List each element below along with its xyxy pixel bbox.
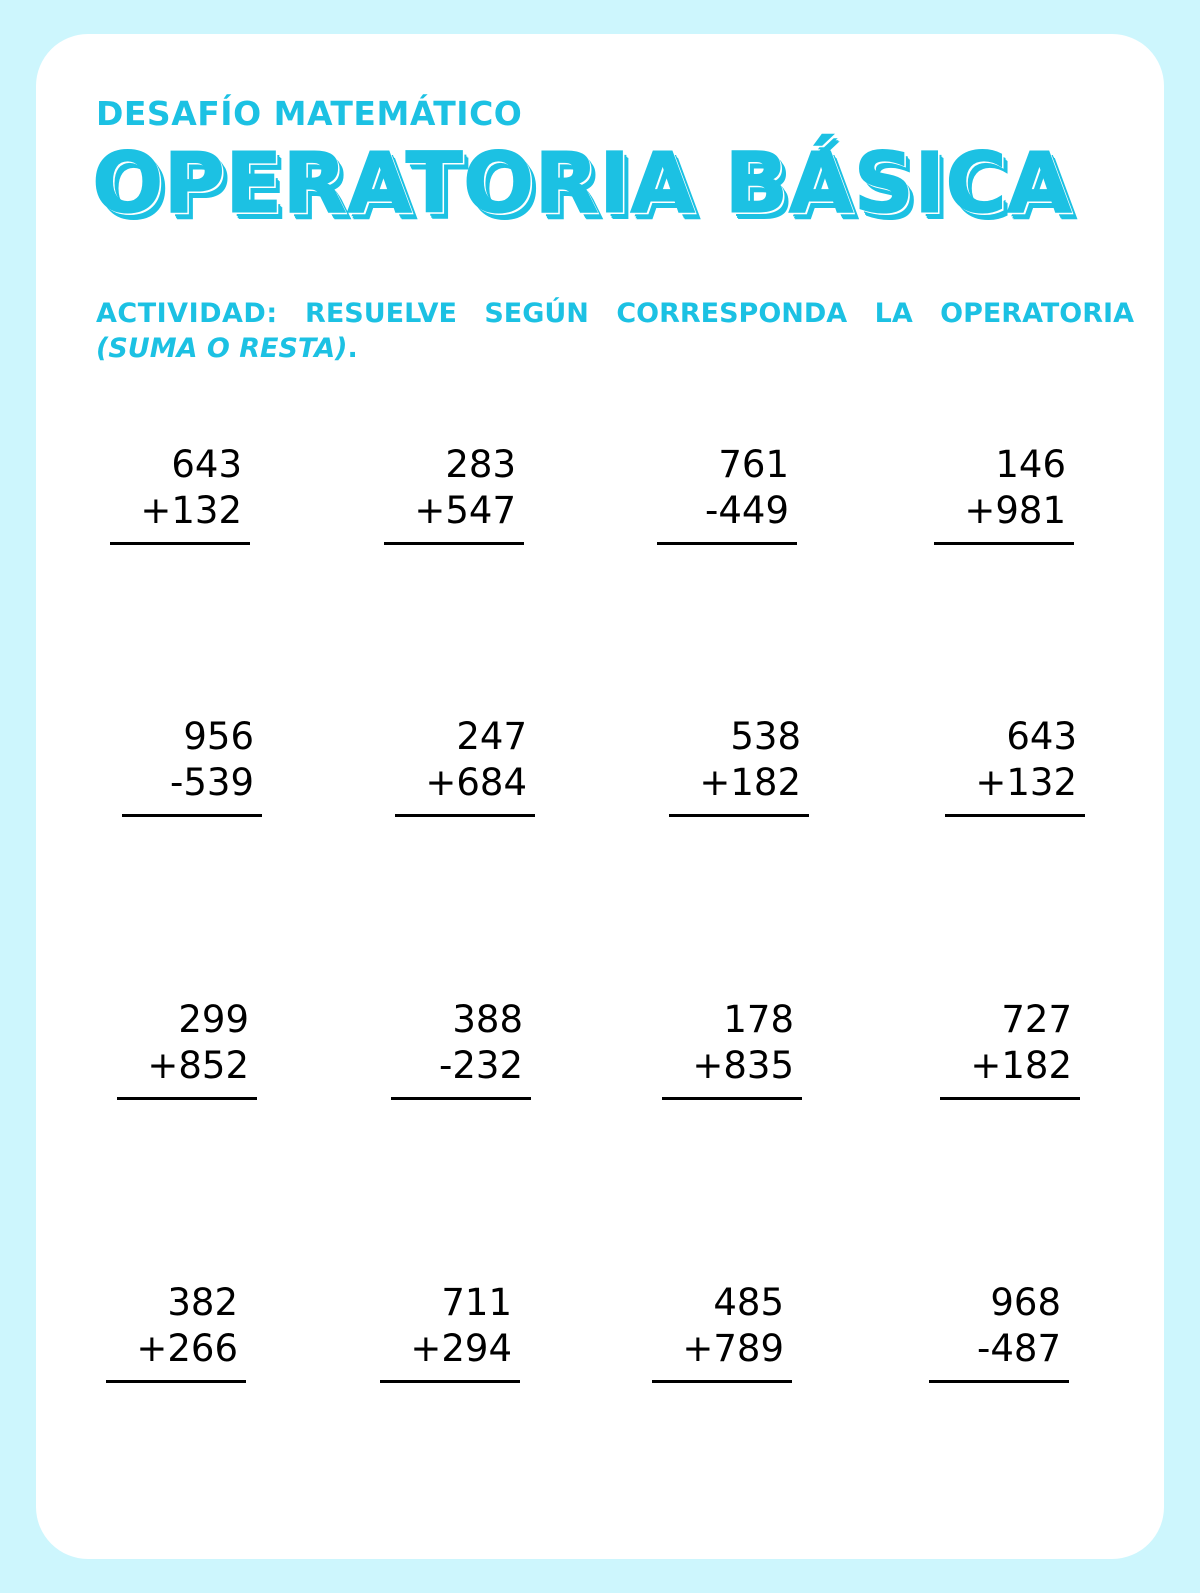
problem-bottom-number: +266 — [136, 1327, 238, 1370]
math-problem-14 — [380, 1280, 520, 1383]
activity-instructions — [96, 296, 1134, 366]
answer-line — [117, 1097, 257, 1100]
math-problem-4 — [934, 442, 1074, 545]
answer-line — [929, 1380, 1069, 1383]
math-problem-15 — [652, 1280, 792, 1383]
answer-line — [662, 1097, 802, 1100]
problem-bottom-number: +684 — [425, 761, 527, 804]
problem-bottom-number: +294 — [410, 1327, 512, 1370]
answer-line — [940, 1097, 1080, 1100]
activity-end: . — [347, 333, 358, 364]
math-problem-7 — [669, 714, 809, 817]
problem-top-number: 643 — [171, 443, 242, 486]
problem-bottom-number: -232 — [439, 1044, 523, 1087]
math-problem-16 — [929, 1280, 1069, 1383]
problem-top-number: 968 — [990, 1281, 1061, 1324]
problem-top-number: 382 — [167, 1281, 238, 1324]
math-problem-10 — [391, 997, 531, 1100]
problem-top-number: 247 — [456, 715, 527, 758]
problem-top-number: 643 — [1006, 715, 1077, 758]
problem-top-number: 711 — [441, 1281, 512, 1324]
answer-line — [395, 814, 535, 817]
math-problem-2 — [384, 442, 524, 545]
problem-bottom-number: -449 — [705, 489, 789, 532]
problem-bottom-number: +789 — [682, 1327, 784, 1370]
problem-bottom-number: +182 — [699, 761, 801, 804]
problem-top-number: 178 — [723, 998, 794, 1041]
math-problem-12 — [940, 997, 1080, 1100]
problem-top-number: 956 — [183, 715, 254, 758]
math-problem-11 — [662, 997, 802, 1100]
activity-emphasis: (SUMA O RESTA) — [96, 333, 348, 364]
problem-bottom-number: +132 — [975, 761, 1077, 804]
answer-line — [669, 814, 809, 817]
math-problem-5 — [122, 714, 262, 817]
answer-line — [122, 814, 262, 817]
problem-bottom-number: +981 — [964, 489, 1066, 532]
worksheet-title: OPERATORIA BÁSICA — [92, 134, 1072, 232]
worksheet-subtitle: DESAFÍO MATEMÁTICO — [96, 94, 523, 133]
answer-line — [652, 1380, 792, 1383]
answer-line — [384, 542, 524, 545]
answer-line — [657, 542, 797, 545]
problem-bottom-number: +132 — [140, 489, 242, 532]
problem-top-number: 299 — [178, 998, 249, 1041]
problem-top-number: 538 — [730, 715, 801, 758]
answer-line — [934, 542, 1074, 545]
problem-top-number: 485 — [713, 1281, 784, 1324]
math-problem-3 — [657, 442, 797, 545]
problem-top-number: 727 — [1001, 998, 1072, 1041]
problem-bottom-number: +835 — [692, 1044, 794, 1087]
problem-bottom-number: +547 — [414, 489, 516, 532]
activity-label: ACTIVIDAD: — [96, 298, 278, 329]
problem-top-number: 146 — [995, 443, 1066, 486]
answer-line — [110, 542, 250, 545]
problem-bottom-number: -539 — [170, 761, 254, 804]
problem-bottom-number: +852 — [147, 1044, 249, 1087]
problem-bottom-number: -487 — [977, 1327, 1061, 1370]
math-problem-13 — [106, 1280, 246, 1383]
activity-text: RESUELVE SEGÚN CORRESPONDA LA OPERATORIA — [277, 298, 1134, 329]
answer-line — [380, 1380, 520, 1383]
problem-bottom-number: +182 — [970, 1044, 1072, 1087]
math-problem-6 — [395, 714, 535, 817]
answer-line — [945, 814, 1085, 817]
math-problem-8 — [945, 714, 1085, 817]
problem-top-number: 388 — [452, 998, 523, 1041]
worksheet-card — [36, 34, 1164, 1559]
problem-top-number: 761 — [718, 443, 789, 486]
math-problem-1 — [110, 442, 250, 545]
math-problem-9 — [117, 997, 257, 1100]
problem-top-number: 283 — [445, 443, 516, 486]
answer-line — [391, 1097, 531, 1100]
answer-line — [106, 1380, 246, 1383]
